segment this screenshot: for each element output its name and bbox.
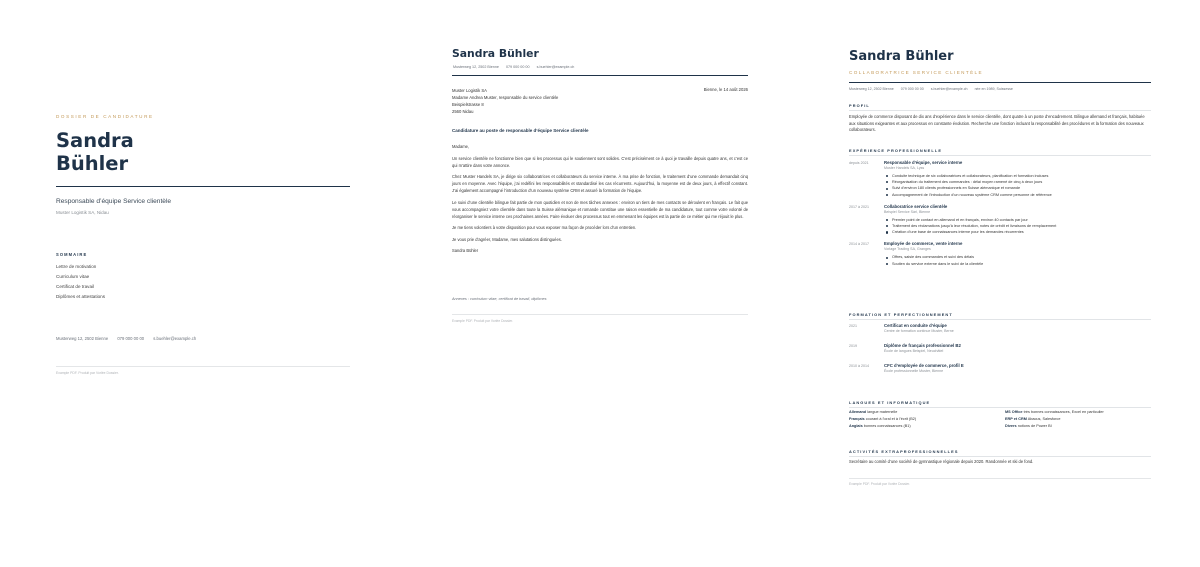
experience-entry bbox=[849, 160, 1151, 198]
cover-footer: Example PDF. Produit par Vorlée Dossier. bbox=[56, 371, 119, 375]
extra-text: Secrétaire au comité d’une société de gymnastique régionale depuis 2020. Randonnée et ski de fond. bbox=[849, 459, 1034, 464]
cv-name: Sandra Bühler bbox=[849, 49, 954, 64]
letter-signature: Sandra Bühler bbox=[452, 248, 479, 253]
extra-heading: ACTIVITÉS EXTRAPROFESSIONNELLES bbox=[849, 449, 959, 454]
entry-date: depuis 2021 bbox=[849, 160, 869, 165]
bullet-item: Traitement des réclamations jusqu’à leur résolution, notes de crédit et livraisons de remplacement bbox=[884, 223, 1151, 229]
entry-role: Employée de commerce, vente interne bbox=[884, 241, 963, 247]
entry-title: Diplôme de français professionnel B2 bbox=[884, 343, 961, 348]
entry-date: 2014 à 2017 bbox=[849, 242, 869, 247]
cover-page bbox=[0, 0, 400, 567]
cv-footer: Example PDF. Produit par Vorlée Dossier. bbox=[849, 482, 911, 486]
education-entry bbox=[849, 363, 1151, 375]
languages-grid bbox=[849, 410, 1151, 429]
contact-email[interactable]: s.buehler@example.ch bbox=[930, 87, 968, 91]
cover-eyebrow: DOSSIER DE CANDIDATURE bbox=[56, 114, 154, 119]
contact-address: Musterweg 12, 2502 Bienne bbox=[56, 336, 109, 341]
cv-title: COLLABORATRICE SERVICE CLIENTÈLE bbox=[849, 70, 983, 75]
languages-heading: LANGUES ET INFORMATIQUE bbox=[849, 400, 931, 405]
letter-closing: Je vous prie d’agréer, Madame, mes salutations distinguées. bbox=[452, 236, 562, 242]
recipient-line: Muster Logistik SA bbox=[452, 88, 487, 93]
contact-address: Musterweg 12, 2502 Bienne bbox=[453, 65, 499, 69]
contact-email[interactable]: s.buehler@example.ch bbox=[536, 65, 575, 69]
cv-rule bbox=[849, 82, 1151, 83]
recipient-line: 2560 Nidau bbox=[452, 109, 474, 114]
section-rule bbox=[849, 456, 1151, 457]
toc-item[interactable]: Diplômes et attestations bbox=[56, 294, 106, 299]
letter-paragraph: Le suivi d’une clientèle bilingue fait partie de mon quotidien et non de mes tâches annexes : environ un tiers de mes contacts se déroulent en français. Le fait que vous accompagniez votre clientèle dans toute la Suisse alémanique et romande constitue une raison essentielle de ma candidature, tout comme votre volonté de réorganiser le service interne ces prochaines années. Faire évoluer des processus tout en emmenant les équipes est la partie de ce métier qui me réjouit le plus. bbox=[452, 199, 748, 219]
cover-organization: Muster Logistik SA, Nidau bbox=[56, 210, 109, 215]
entry-date: 2010 à 2014 bbox=[849, 363, 869, 368]
entry-role: Collaboratrice service clientèle bbox=[884, 203, 948, 209]
cv-page bbox=[800, 0, 1200, 567]
letter-date: Bienne, le 14 août 2026 bbox=[703, 87, 748, 92]
toc-item[interactable]: Certificat de travail bbox=[56, 284, 95, 289]
contact-birth: née en 1989, Suissesse bbox=[974, 87, 1013, 91]
entry-bullets bbox=[884, 254, 1151, 266]
letter-paragraph: Chez Muster Handels SA, je dirige six collaboratrices et collaborateurs du service interne. À ma prise de fonction, le traitement d’une commande demandait cinq jours en moyenne. Avec l’équipe, j’ai redéfini les responsabilités et standardisé les cas récurrents. Aujourd’hui, la moyenne est de deux jours, à effectif constant. J’ai également accompagné l’introduction d’un nouveau système CRM et assuré la formation de l’équipe. bbox=[452, 174, 748, 193]
experience-list bbox=[849, 160, 1151, 273]
letter-salutation: Madame, bbox=[452, 144, 470, 149]
letter-attachments: Annexes : curriculum vitae, certificat de travail, diplômes bbox=[452, 297, 547, 301]
cv-divider bbox=[849, 478, 1151, 479]
toc-list bbox=[56, 262, 105, 302]
bullet-item: Soutien du service externe dans le suivi de la clientèle bbox=[884, 261, 1151, 267]
language-item: Français courant à l’oral et à l’écrit (B2) bbox=[849, 416, 917, 421]
entry-date: 2021 bbox=[849, 323, 857, 328]
experience-entry bbox=[849, 204, 1151, 236]
bullet-item: Réorganisation du traitement des commandes : délai moyen ramené de cinq à deux jours bbox=[884, 179, 1151, 185]
toc-heading: SOMMAIRE bbox=[56, 252, 88, 257]
bullet-item: Création d’une base de connaissances interne pour les demandes récurrentes bbox=[884, 229, 1151, 235]
contact-phone: 079 000 00 00 bbox=[117, 336, 145, 341]
cover-last-name: Bühler bbox=[56, 152, 129, 175]
recipient-line: Madame Andrea Muster, responsable du service clientèle bbox=[452, 95, 559, 100]
cover-rule bbox=[56, 186, 350, 187]
letter-body bbox=[452, 143, 748, 259]
letter-subject: Candidature au poste de responsable d’équipe Service clientèle bbox=[452, 128, 589, 133]
toc-item[interactable]: Lettre de motivation bbox=[56, 264, 97, 269]
education-entry bbox=[849, 323, 1151, 335]
contact-phone: 079 000 00 00 bbox=[505, 65, 530, 69]
language-item: Allemand langue maternelle bbox=[849, 410, 898, 414]
entry-org: École de langues Beispiel, Neuchâtel bbox=[884, 349, 944, 353]
entry-title: Certificat en conduite d’équipe bbox=[884, 323, 947, 328]
education-list bbox=[849, 323, 1151, 383]
letter-name: Sandra Bühler bbox=[452, 47, 539, 60]
recipient-line: Beispielstrasse 8 bbox=[452, 102, 484, 107]
cover-contact bbox=[56, 336, 204, 341]
letter-contact bbox=[453, 65, 580, 69]
letter-rule bbox=[452, 75, 748, 76]
entry-bullets bbox=[884, 217, 1151, 236]
entry-org: Beispiel Service Sàrl, Bienne bbox=[884, 209, 931, 214]
profile-text: Employée de commerce disposant de dix ans d’expérience dans le service clientèle, dont quatre à un poste d’encadrement. Bilingue allemand et français, habituée aux situations exigeantes et aux processus en constante évolution. Recherche une fonction incluant la responsabilité des procédures et la formation des nouveaux collaborateurs. bbox=[849, 114, 1145, 132]
section-rule bbox=[849, 110, 1151, 111]
entry-org: École professionnelle Muster, Bienne bbox=[884, 369, 944, 373]
entry-org: Centre de formation continue Muster, Berne bbox=[884, 329, 954, 333]
bullet-item: Offres, saisie des commandes et suivi des délais bbox=[884, 254, 1151, 260]
letter-page bbox=[400, 0, 800, 567]
cv-contact bbox=[849, 87, 1019, 91]
toc-item[interactable]: Curriculum vitae bbox=[56, 274, 90, 279]
entry-role: Responsable d’équipe, service interne bbox=[884, 160, 963, 165]
bullet-item: Conduite technique de six collaboratrices et collaborateurs, planification et formation incluses bbox=[884, 173, 1151, 179]
letter-paragraph: Je me tiens volontiers à votre disposition pour vous exposer ma façon de procéder lors d’un entretien. bbox=[452, 225, 637, 230]
bullet-item: Suivi d’environ 180 clients professionnels en Suisse alémanique et romande bbox=[884, 185, 1151, 191]
letter-divider bbox=[452, 314, 748, 315]
cover-first-name: Sandra bbox=[56, 129, 134, 152]
cover-role: Responsable d’équipe Service clientèle bbox=[56, 198, 172, 205]
education-heading: FORMATION ET PERFECTIONNEMENT bbox=[849, 312, 953, 317]
skill-item: MS Office très bonnes connaissances, Excel en particulier bbox=[1005, 410, 1104, 414]
education-entry bbox=[849, 343, 1151, 355]
profile-heading: PROFIL bbox=[849, 103, 870, 108]
entry-date: 2017 à 2021 bbox=[849, 204, 869, 209]
experience-heading: EXPÉRIENCE PROFESSIONNELLE bbox=[849, 148, 943, 153]
cover-divider bbox=[56, 366, 350, 367]
skill-item: ERP et CRM Abacus, Salesforce bbox=[1005, 416, 1061, 421]
entry-bullets bbox=[884, 173, 1151, 198]
contact-email[interactable]: s.buehler@example.ch bbox=[153, 336, 197, 341]
cover-name bbox=[56, 129, 134, 175]
contact-address: Musterweg 12, 2502 Bienne bbox=[849, 87, 894, 91]
section-rule bbox=[849, 319, 1151, 320]
letter-footer: Example PDF. Produit par Vorlée Dossier. bbox=[452, 319, 514, 323]
bullet-item: Premier point de contact en allemand et en français, environ 40 contacts par jour bbox=[884, 217, 1151, 223]
entry-org: Vorlage Trading SA, Granges bbox=[884, 247, 931, 252]
recipient-block bbox=[452, 87, 558, 115]
entry-title: CFC d’employée de commerce, profil E bbox=[884, 363, 964, 368]
section-rule bbox=[849, 407, 1151, 408]
letter-paragraph: Un service clientèle ne fonctionne bien que si les processus qui le soutiennent sont solides. C’est précisément ce à quoi je travaille depuis quatre ans, et c’est ce qui m’attire dans votre annonce. bbox=[452, 155, 748, 168]
contact-phone: 079 000 00 00 bbox=[900, 87, 924, 91]
section-rule bbox=[849, 155, 1151, 156]
bullet-item: Accompagnement de l’introduction d’un nouveau système CRM comme personne de référence bbox=[884, 192, 1151, 198]
entry-date: 2019 bbox=[849, 343, 857, 348]
entry-org: Muster Handels SA, Lyss bbox=[884, 166, 925, 170]
language-item: Anglais bonnes connaissances (B1) bbox=[849, 423, 911, 428]
experience-entry bbox=[849, 241, 1151, 266]
skill-item: Divers notions de Power BI bbox=[1005, 423, 1052, 428]
